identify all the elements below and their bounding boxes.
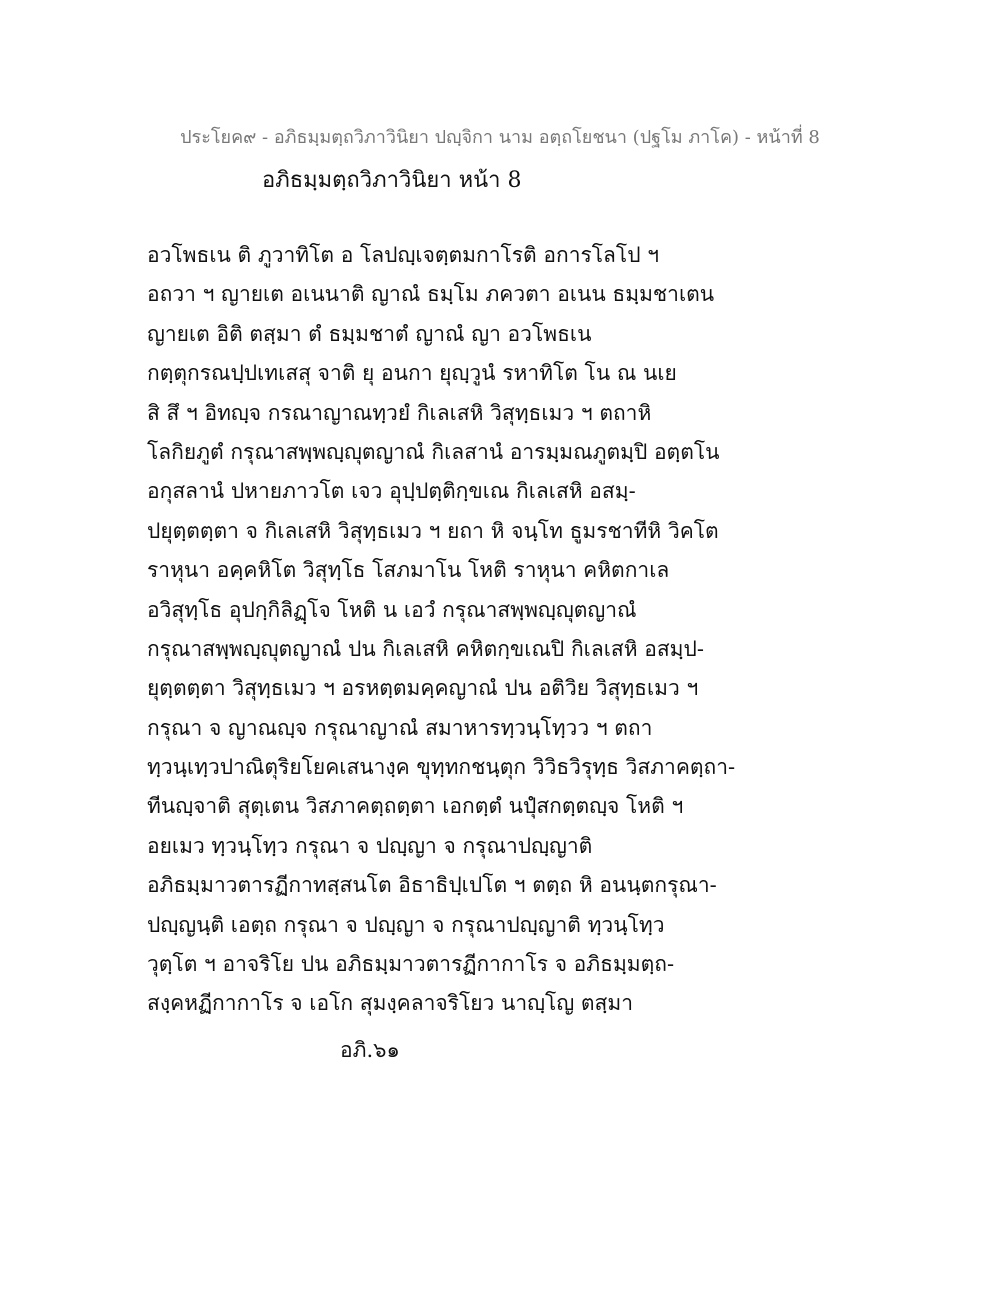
text-line: ราหุนา อคฺคหิโต วิสุทฺโธ โสภมาโน โหติ ราหุนา คหิตกาเล	[147, 558, 670, 583]
text-line: ญายเต อิติ ตสฺมา ตํ ธมฺมชาตํ ญาณํ ญา อวโพธเน	[147, 321, 592, 346]
text-line: ยุตฺตตฺตา วิสุทฺธเมว ฯ อรหตฺตมคฺคญาณํ ปน อติวิย วิสุทฺธเมว ฯ	[147, 676, 699, 701]
text-line: อยเมว ทฺวนฺโทฺว กรุณา จ ปญฺญา จ กรุณาปญฺญาติ	[147, 833, 593, 858]
text-line: สิ สึ ฯ อิทญฺจ กรณาญาณทฺวยํ กิเลเสหิ วิสุทฺธเมว ฯ ตถาหิ	[147, 400, 652, 425]
text-line: โลกิยภูตํ กรุณาสพฺพญฺญุตญาณํ กิเลสานํ อารมฺมณภูตมฺปิ อตฺตโน	[147, 439, 720, 464]
text-line: ทฺวนฺเทฺวปาณิตุริยโยคเสนางฺค ขุทฺทกชนฺตุก วิวิธวิรุทฺธ วิสภาคตฺถา-	[147, 755, 736, 780]
text-line: อภิธมฺมาวตารฏีกาทสฺสนโต อิธาธิปฺเปโต ฯ ตตฺถ หิ อนนฺตกรุณา-	[147, 873, 717, 898]
text-line: ปญฺญนฺติ เอตฺถ กรุณา จ ปญฺญา จ กรุณาปญฺญาติ ทฺวนฺโทฺว	[147, 912, 665, 937]
page-title: อภิธมฺมตฺถวิภาวินิยา หน้า 8	[262, 168, 522, 193]
text-line: ปยุตฺตตฺตา จ กิเลเสหิ วิสุทฺธเมว ฯ ยถา หิ จนฺโท ธูมรชาทีหิ วิคโต	[147, 518, 719, 543]
text-line: อถวา ฯ ญายเต อเนนาติ ญาณํ ธมฺโม ภควตา อเนน ธมฺมชาเตน	[147, 282, 715, 307]
text-line: อวโพธเน ติ ภูวาทิโต อ โลปญฺเจตฺตมกาโรติ อการโลโป ฯ	[147, 243, 659, 267]
text-line: ทีนญฺจาติ สุตฺเตน วิสภาคตฺถตฺตา เอกตฺตํ นปุํสกตฺตญฺจ โหติ ฯ	[147, 794, 684, 819]
text-line: วุตฺโต ฯ อาจริโย ปน อภิธมฺมาวตารฏีกากาโร จ อภิธมฺมตฺถ-	[147, 952, 675, 977]
text-line: อกุสลานํ ปหายภาวโต เจว อุปฺปตฺติกฺขเณ กิเลเสหิ อสมฺ-	[147, 479, 636, 504]
text-line: กรุณาสพฺพญฺญุตญาณํ ปน กิเลเสหิ คหิตกฺขเณปิ กิเลเสหิ อสมฺป-	[147, 636, 704, 661]
text-line: กตฺตุกรณปฺปเทเสสุ จาติ ยุ อนกา ยุญฺวูนํ รหาทิโต โน ณ นเย	[147, 361, 677, 386]
running-header: ประโยค๙ - อภิธมฺมตฺถวิภาวินิยา ปญฺจิกา นาม อตฺถโยชนา (ปฐโม ภาโค) - หน้าที่ 8	[180, 127, 820, 148]
body-text	[147, 236, 736, 1024]
text-line: กรุณา จ ญาณญฺจ กรุณาญาณํ สมาหารทฺวนฺโทฺวว ฯ ตถา	[147, 715, 653, 740]
page-footer: อภิ.๖๑	[340, 1038, 400, 1062]
text-line: อวิสุทฺโธ อุปกฺกิลิฏฺโจ โหติ น เอวํ กรุณาสพฺพญฺญุตญาณํ	[147, 597, 637, 622]
text-line: สงฺคหฏีกากาโร จ เอโก สุมงฺคลาจริโยว นาญฺโญ ตสฺมา	[147, 991, 633, 1016]
